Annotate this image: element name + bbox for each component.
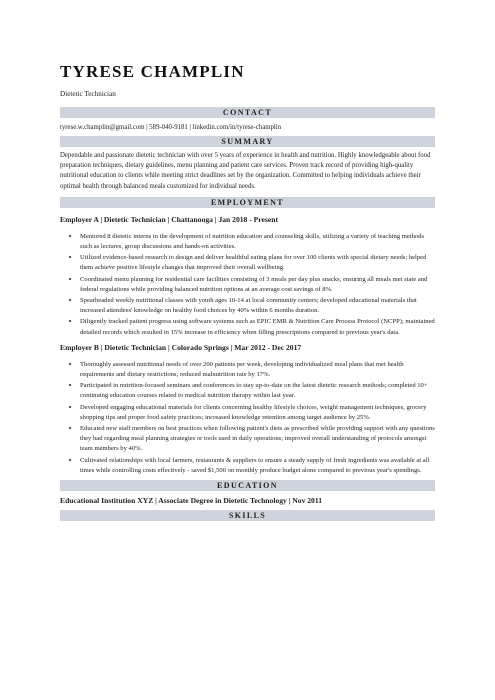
contact-heading: CONTACT (60, 107, 435, 118)
job-heading-employer-a: Employer A | Dietetic Technician | Chattanooga | Jan 2018 - Present (60, 214, 278, 224)
job-bullet: • Participated in nutrition-focused seminars and conferences to stay up-to-date on the latest dietetic research methods; completed 10+ continuing education courses related to medical nutrition therapy within last year. (80, 380, 435, 401)
skills-heading: SKILLS (60, 510, 435, 521)
job-bullets-employer-a (60, 231, 435, 338)
job-bullet: • Diligently tracked patient progress using software systems such as EPIC EMR & Nutrition Care Process Protocol (NCPP); maintained detailed records which resulted in 15% increase in efficiency when filling prescriptions compared to previous year's data. (80, 316, 435, 337)
summary-heading: SUMMARY (60, 136, 435, 147)
candidate-name: TYRESE CHAMPLIN (60, 62, 245, 81)
summary-text: Dependable and passionate dietetic technician with over 5 years of experience in health and nutrition. Highly knowledgeable about food preparation techniques, dietary guidelines, menu planning and patient care services. Proven track record of providing high-quality nutritional education to clients while meeting strict deadlines set by the organization. Committed to helping individuals achieve their optimal health through balanced meals customized for individual needs. (60, 152, 431, 190)
job-bullet: • Educated new staff members on best practices when following patient's diets as prescribed while providing support with any questions they had regarding meal planning strategies or tools used in daily operations; improved overall understanding of protocols amongst team members by 40%. (80, 423, 435, 455)
job-heading-employer-b: Employer B | Dietetic Technician | Colorado Springs | Mar 2012 - Dec 2017 (60, 342, 302, 352)
contact-details: tyrese.w.champlin@gmail.com | 589-040-9181 | linkedin.com/in/tyrese-champlin (60, 124, 282, 131)
job-bullet: • Developed engaging educational materials for clients concerning healthy lifestyle choices, weight management techniques, grocery shopping tips and proper food safety practices; increased knowledge retention among target audience by 25%. (80, 402, 435, 423)
job-bullet: • Utilized evidence-based research to design and deliver healthful eating plans for over 100 clients with special dietary needs; helped them achieve positive lifestyle changes that improved their overall wellbeing. (80, 252, 435, 273)
job-bullet: • Thoroughly assessed nutritional needs of over 200 patients per week, developing individualized meal plans that met health requirements and dietary restrictions; reduced malnutrition rate by 17%. (80, 359, 435, 380)
education-entry: Educational Institution XYZ | Associate Degree in Dietetic Technology | Nov 2011 (60, 496, 323, 506)
employment-heading: EMPLOYMENT (60, 197, 435, 208)
job-title: Dietetic Technician (60, 90, 116, 98)
job-bullets-employer-b (60, 359, 435, 476)
job-bullet: • Cultivated relationships with local farmers, restaurants & suppliers to ensure a steady supply of fresh ingredients was available at all times while controlling costs effectively - saved $1,500 on monthly produce budget alone compared to previous year's spendings. (80, 455, 435, 476)
job-bullet: • Mentored 8 dietetic interns in the development of nutrition education and counseling skills, utilizing a variety of teaching methods such as lectures, group discussions and hands-on activities. (80, 231, 435, 252)
education-heading: EDUCATION (60, 480, 435, 491)
job-bullet: • Spearheaded weekly nutritional classes with youth ages 10-14 at local community centers; developed educational materials that increased attendees' knowledge on healthy food choices by 40% within 6 months duration. (80, 295, 435, 316)
job-bullet: • Coordinated menu planning for residential care facilities consisting of 3 meals per day plus snacks, ensuring all meals met state and federal regulations while providing balanced nutrition options at an average cost savings of 8%. (80, 274, 435, 295)
